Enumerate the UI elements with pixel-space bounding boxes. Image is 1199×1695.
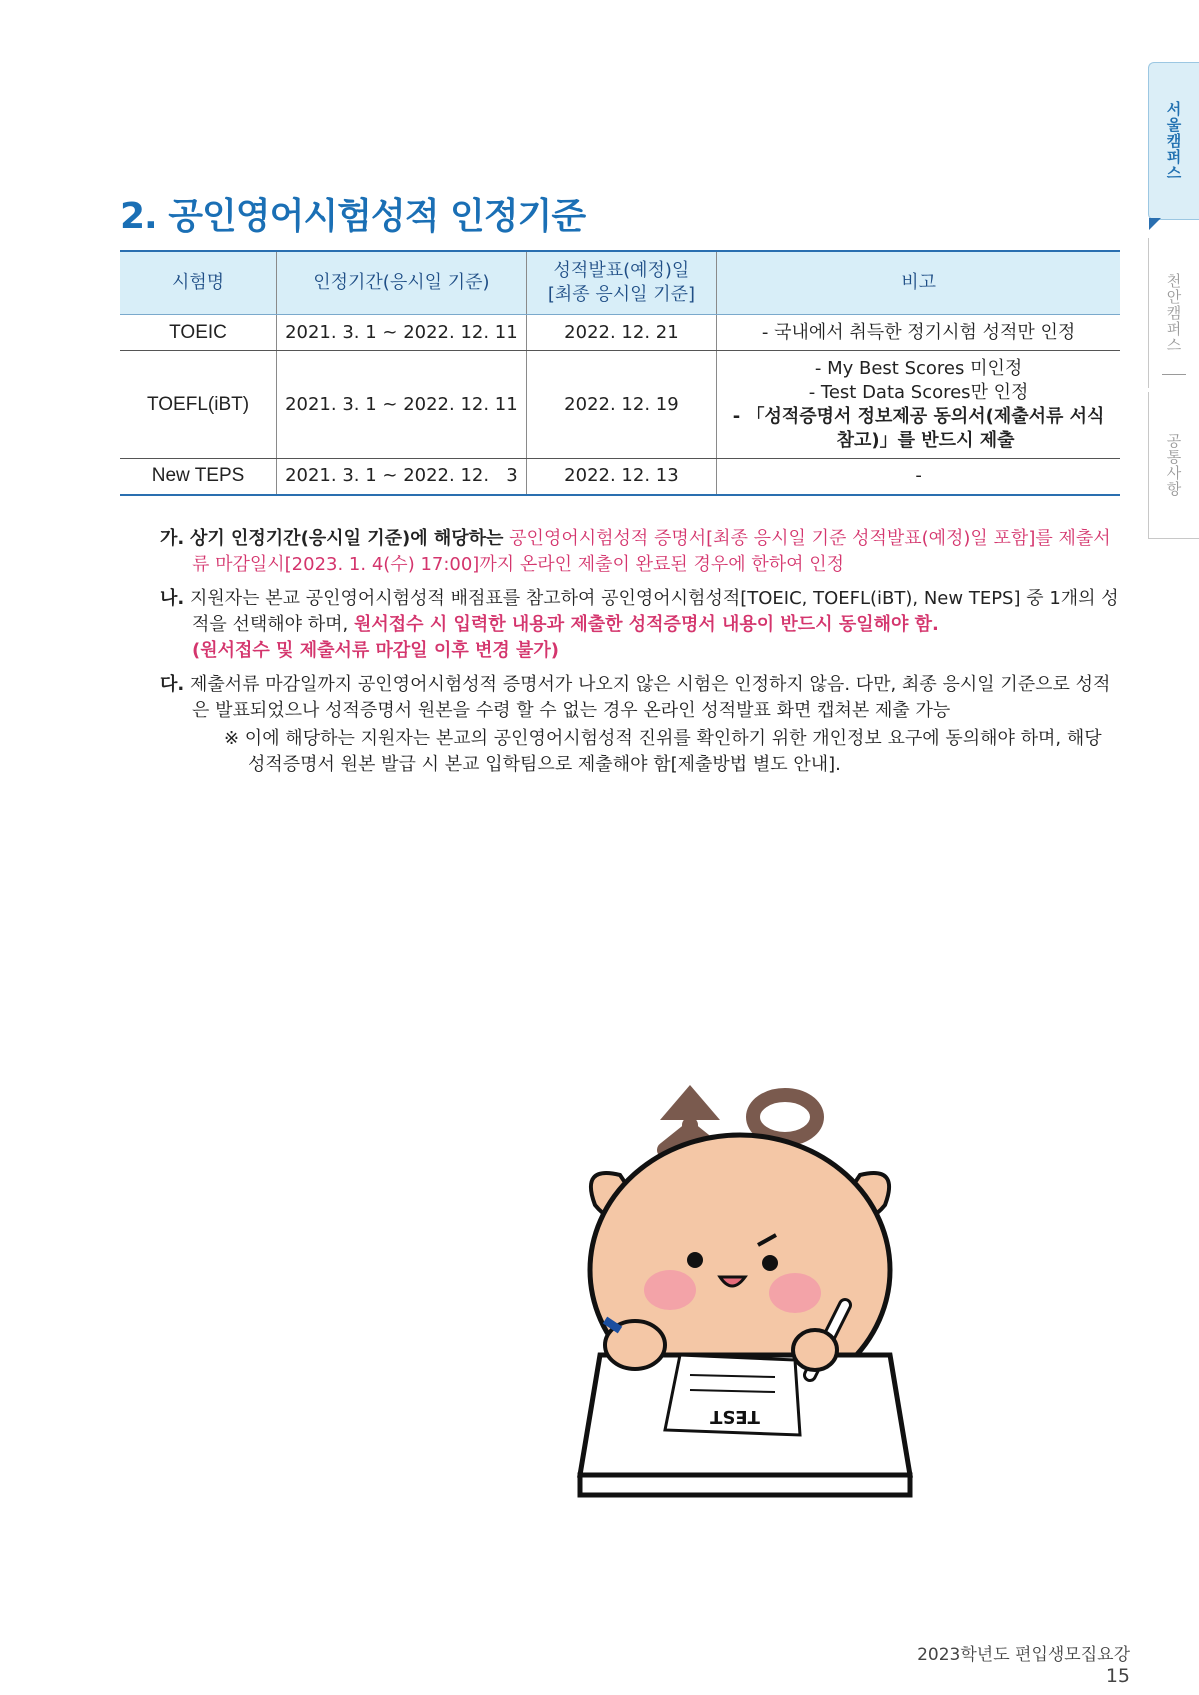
note-line: - 국내에서 취득한 정기시험 성적만 인정 — [761, 321, 1076, 343]
notes-section — [160, 526, 1120, 786]
note-da — [160, 672, 1120, 778]
deer-mascot-illustration — [560, 1045, 980, 1565]
note-label: 가. — [160, 528, 185, 549]
note-highlight: 원서접수 시 입력한 내용과 제출한 성적증명서 내용이 반드시 동일해야 함. — [354, 614, 939, 635]
note-label: 나. — [160, 588, 185, 609]
page-footer — [880, 1640, 1130, 1687]
paper-label: TEST — [710, 1406, 760, 1427]
cell-period: 2021. 3. 1 ~ 2022. 12. 11 — [277, 315, 527, 351]
tab-fold-marker — [1149, 218, 1161, 230]
page-number: 15 — [1105, 1665, 1130, 1687]
header-release-line1: 성적발표(예정)일 — [553, 260, 690, 281]
header-release-date — [526, 251, 716, 315]
note-line: - My Best Scores 미인정 — [814, 357, 1023, 379]
cell-release: 2022. 12. 21 — [526, 315, 716, 351]
cell-release: 2022. 12. 13 — [526, 459, 716, 495]
cell-exam: New TEPS — [120, 459, 277, 495]
header-period: 인정기간(응시일 기준) — [277, 251, 527, 315]
table-row-toeic — [120, 315, 1120, 351]
note-label: 다. — [160, 674, 185, 695]
note-highlight: (원서접수 및 제출서류 마감일 이후 변경 불가) — [192, 640, 560, 661]
cell-note — [717, 315, 1120, 351]
note-text: 제출서류 마감일까지 공인영어시험성적 증명서가 나오지 않은 시험은 인정하지 않음. 다만, 최종 응시일 기준으로 성적은 발표되었으나 성적증명서 원본을 수령 할 수 없는 경우 온라인 성적발표 화면 캡쳐본 제출 가능 — [189, 674, 1111, 721]
cell-period: 2021. 3. 1 ~ 2022. 12. 11 — [277, 351, 527, 459]
table-row-toefl — [120, 351, 1120, 459]
cell-exam: TOEIC — [120, 315, 277, 351]
note-line: 참고)」를 반드시 제출 — [836, 429, 1015, 451]
note-line: - Test Data Scores만 인정 — [808, 381, 1029, 403]
footer-title: 2023학년도 편입생모집요강 — [917, 1645, 1130, 1665]
cell-note — [717, 351, 1120, 459]
note-ga — [160, 526, 1120, 578]
tab-cheonan-campus[interactable]: 천안캠퍼스 — [1148, 238, 1199, 388]
cell-exam: TOEFL(iBT) — [120, 351, 277, 459]
tab-separator — [1162, 374, 1186, 375]
cell-note: - — [717, 459, 1120, 495]
note-na — [160, 586, 1120, 664]
desk-with-paper — [580, 1355, 910, 1495]
note-highlight: 공인영어시험성적 증명서[최종 응시일 기준 성적발표(예정)일 포함]를 제출서류 마감일시[2023. 1. 4(수) 17:00]까지 온라인 제출이 완료된 경우에 한하여 인정 — [192, 528, 1111, 575]
note-text: 지원자는 본교 공인영어시험성적 배점표를 참고하여 공인영어시험성적[TOEIC, TOEFL(iBT), New TEPS] 중 1개의 성적을 선택해야 하며, — [189, 588, 1119, 635]
tab-seoul-campus[interactable]: 서울캠퍼스 — [1148, 62, 1199, 220]
cell-period: 2021. 3. 1 ~ 2022. 12. 3 — [277, 459, 527, 495]
header-exam-name: 시험명 — [120, 251, 277, 315]
section-title: 2. 공인영어시험성적 인정기준 — [120, 196, 586, 237]
header-release-line2: [최종 응시일 기준] — [547, 284, 696, 305]
exam-criteria-table — [120, 250, 1120, 496]
note-line: - 「성적증명서 정보제공 동의서(제출서류 서식 — [732, 405, 1105, 427]
table-header-row — [120, 251, 1120, 315]
cell-release: 2022. 12. 19 — [526, 351, 716, 459]
note-text: 상기 인정기간(응시일 기준)에 해당하는 — [189, 528, 504, 549]
tab-common[interactable]: 공통사항 — [1148, 392, 1199, 539]
table-row-teps — [120, 459, 1120, 495]
note-sub: ※ 이에 해당하는 지원자는 본교의 공인영어시험성적 진위를 확인하기 위한 개인정보 요구에 동의해야 하며, 해당 성적증명서 원본 발급 시 본교 입학팀으로 제출해야 함[제출방법 별도 안내]. — [224, 728, 1102, 775]
header-remarks: 비고 — [717, 251, 1120, 315]
